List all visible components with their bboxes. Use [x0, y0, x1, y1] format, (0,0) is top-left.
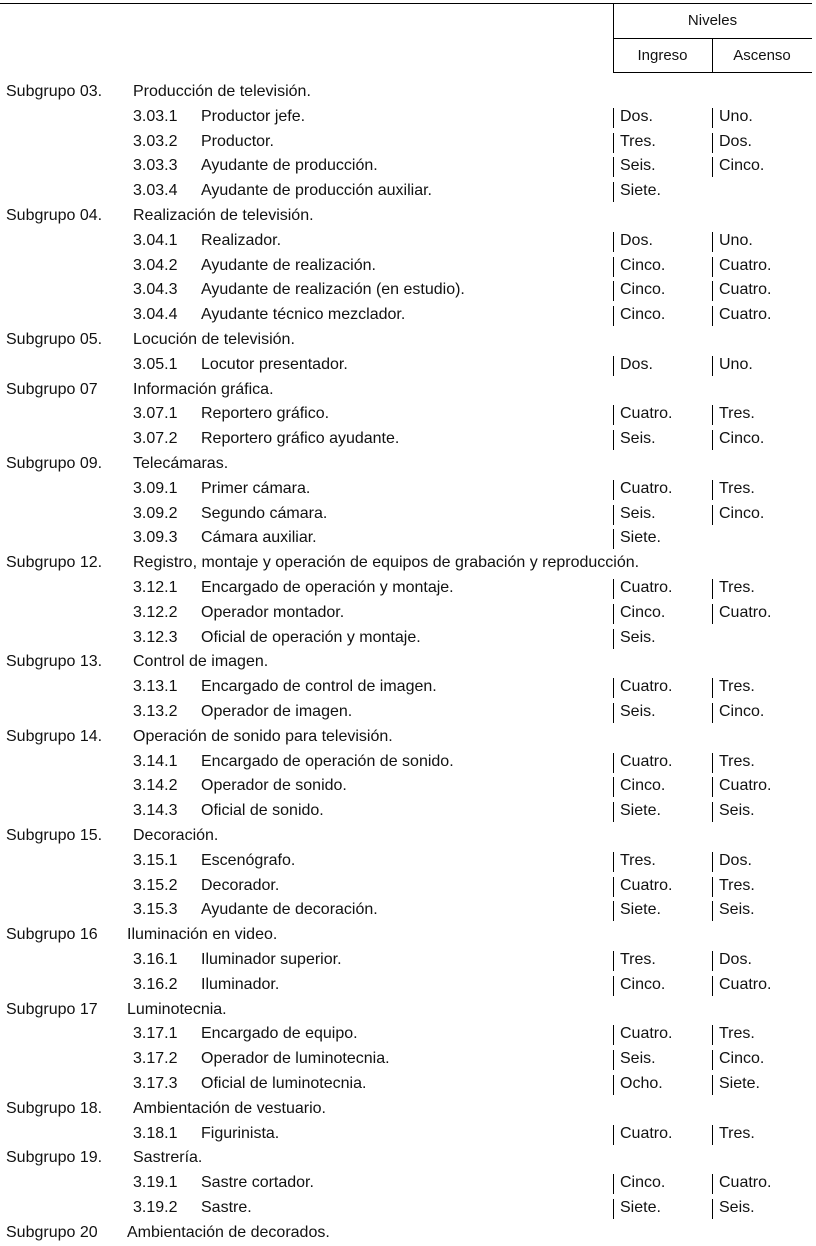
subgroup-label: Subgrupo 09. — [6, 455, 103, 472]
ingreso-column-rule — [613, 678, 614, 698]
ingreso-level: Ocho. — [620, 1075, 663, 1092]
ascenso-level: Seis. — [719, 1199, 755, 1216]
ingreso-column-rule — [613, 1075, 614, 1095]
subgroup-row — [0, 1146, 816, 1171]
ingreso-level: Siete. — [620, 901, 661, 919]
subgroup-label: Subgrupo 13. — [6, 653, 103, 671]
subgroup-label: Subgrupo 19. — [6, 1149, 103, 1167]
ingreso-column-rule — [613, 1050, 614, 1070]
ingreso-column-rule — [613, 1174, 614, 1194]
category-code: 3.04.2 — [133, 256, 178, 274]
ascenso-column-rule — [712, 579, 713, 599]
ingreso-level: Seis. — [620, 430, 656, 448]
ascenso-column-rule — [712, 901, 713, 921]
ingreso-column-rule — [613, 306, 614, 326]
ascenso-level: Tres. — [719, 479, 755, 497]
subgroup-title: Control de imagen. — [133, 653, 269, 671]
category-name: Iluminador. — [201, 975, 280, 993]
subgroup-title: Operación de sonido para televisión. — [133, 727, 393, 745]
ingreso-level: Cinco. — [620, 603, 666, 621]
category-row — [0, 526, 816, 551]
ingreso-column-rule — [613, 976, 614, 996]
category-code: 3.03.3 — [133, 157, 178, 175]
category-row — [0, 1022, 816, 1047]
category-name: Escenógrafo. — [201, 851, 296, 869]
ingreso-column-rule — [613, 753, 614, 773]
subgroup-row — [0, 824, 816, 849]
subgroup-row — [0, 1097, 816, 1122]
ascenso-column-rule — [712, 281, 713, 301]
subgroup-label: Subgrupo 20 — [6, 1223, 98, 1241]
category-row — [0, 1196, 816, 1221]
category-name: Oficial de luminotecnia. — [201, 1075, 367, 1092]
ingreso-level: Tres. — [620, 951, 656, 968]
category-name: Realizador. — [201, 231, 282, 249]
category-row — [0, 303, 816, 328]
category-code: 3.17.1 — [133, 1025, 178, 1043]
subgroup-label: Subgrupo 03. — [6, 83, 103, 100]
category-code: 3.03.4 — [133, 182, 178, 200]
category-code: 3.12.1 — [133, 579, 178, 596]
category-row — [0, 477, 816, 502]
niveles-header: Niveles — [687, 12, 738, 29]
ingreso-column-rule — [613, 777, 614, 797]
ingreso-level: Siete. — [620, 182, 661, 200]
subgroup-row — [0, 1221, 816, 1246]
category-row — [0, 626, 816, 651]
subgroup-title: Producción de televisión. — [133, 83, 311, 100]
category-row — [0, 576, 816, 601]
ingreso-column-rule — [613, 157, 614, 177]
ascenso-column-rule — [712, 480, 713, 500]
subgroup-title: Luminotecnia. — [127, 1000, 227, 1018]
subgroup-label: Subgrupo 12. — [6, 554, 103, 572]
ascenso-level: Uno. — [719, 355, 753, 373]
ingreso-column-rule — [613, 877, 614, 897]
ascenso-level: Uno. — [719, 107, 753, 125]
category-code: 3.03.1 — [133, 107, 178, 125]
ascenso-column-rule — [712, 157, 713, 177]
ingreso-level: Cinco. — [620, 306, 666, 324]
ascenso-column-rule — [712, 430, 713, 450]
subgroup-label: Subgrupo 05. — [6, 331, 103, 348]
ascenso-level: Cinco. — [719, 430, 765, 448]
subgroup-title: Sastrería. — [133, 1149, 203, 1167]
subgroup-title: Ambientación de vestuario. — [133, 1099, 326, 1117]
category-code: 3.09.2 — [133, 504, 178, 522]
subgroup-row — [0, 923, 816, 948]
category-row — [0, 278, 816, 303]
ingreso-level: Seis. — [620, 157, 656, 175]
ascenso-level: Uno. — [719, 231, 753, 249]
ingreso-column-rule — [613, 579, 614, 599]
category-row — [0, 1171, 816, 1196]
category-name: Primer cámara. — [201, 479, 311, 497]
ascenso-level: Dos. — [719, 951, 752, 968]
category-name: Productor. — [201, 132, 274, 150]
ingreso-column-rule — [613, 480, 614, 500]
category-name: Encargado de operación y montaje. — [201, 579, 454, 596]
category-name: Reportero gráfico ayudante. — [201, 430, 400, 448]
category-row — [0, 700, 816, 725]
ascenso-level: Cinco. — [719, 1050, 765, 1068]
ascenso-level: Seis. — [719, 802, 755, 820]
ascenso-level: Dos. — [719, 132, 752, 150]
category-name: Operador de sonido. — [201, 777, 347, 795]
ingreso-column-rule — [613, 505, 614, 525]
subgroup-row — [0, 551, 816, 576]
category-name: Operador de luminotecnia. — [201, 1050, 390, 1068]
subgroup-title: Decoración. — [133, 827, 219, 844]
ascenso-column-rule — [712, 133, 713, 153]
category-name: Segundo cámara. — [201, 504, 328, 522]
ingreso-level: Cuatro. — [620, 678, 673, 696]
category-row — [0, 402, 816, 427]
ingreso-column-rule — [613, 1025, 614, 1045]
ingreso-column-rule — [613, 133, 614, 153]
category-name: Operador de imagen. — [201, 703, 353, 720]
ingreso-level: Tres. — [620, 851, 656, 869]
category-code: 3.04.1 — [133, 231, 178, 249]
ascenso-column-rule — [712, 1199, 713, 1219]
ingreso-level: Cinco. — [620, 1174, 666, 1192]
ascenso-level: Cuatro. — [719, 603, 772, 621]
category-name: Ayudante de decoración. — [201, 901, 378, 919]
ascenso-level: Cuatro. — [719, 281, 772, 299]
ingreso-level: Cinco. — [620, 281, 666, 299]
ascenso-level: Seis. — [719, 901, 755, 919]
subgroup-title: Información gráfica. — [133, 380, 274, 398]
category-name: Ayudante de realización. — [201, 256, 376, 274]
category-row — [0, 948, 816, 973]
ingreso-level: Cuatro. — [620, 752, 673, 770]
ingreso-level: Cinco. — [620, 777, 666, 795]
category-name: Sastre cortador. — [201, 1174, 314, 1192]
category-code: 3.16.1 — [133, 951, 178, 968]
subgroup-title: Telecámaras. — [133, 455, 229, 472]
category-row — [0, 774, 816, 799]
category-name: Encargado de operación de sonido. — [201, 752, 454, 770]
subgroup-label: Subgrupo 18. — [6, 1099, 103, 1117]
category-name: Locutor presentador. — [201, 355, 348, 373]
ingreso-column-rule — [613, 232, 614, 252]
subgroup-row — [0, 378, 816, 403]
category-row — [0, 799, 816, 824]
ingreso-level: Seis. — [620, 1050, 656, 1068]
ascenso-column-rule — [712, 232, 713, 252]
ingreso-column-rule — [613, 529, 614, 549]
ingreso-column-rule — [613, 852, 614, 872]
category-code: 3.14.2 — [133, 777, 178, 795]
subgroup-title: Iluminación en video. — [127, 926, 278, 944]
category-row — [0, 675, 816, 700]
ascenso-level: Cinco. — [719, 504, 765, 522]
category-name: Ayudante técnico mezclador. — [201, 306, 406, 324]
subgroup-title: Realización de televisión. — [133, 207, 314, 224]
category-name: Productor jefe. — [201, 107, 306, 125]
ascenso-header: Ascenso — [733, 47, 791, 64]
category-code: 3.03.2 — [133, 132, 178, 150]
category-row — [0, 849, 816, 874]
ingreso-column-rule — [613, 281, 614, 301]
subgroup-row — [0, 80, 816, 105]
ascenso-level: Dos. — [719, 851, 752, 869]
ascenso-column-rule — [712, 852, 713, 872]
ascenso-column-rule — [712, 604, 713, 624]
ingreso-column-rule — [613, 257, 614, 277]
subgroup-row — [0, 328, 816, 353]
ascenso-column-rule — [712, 505, 713, 525]
subgroup-title: Registro, montaje y operación de equipos de grabación y reproducción. — [133, 554, 640, 572]
ingreso-level: Cuatro. — [620, 405, 673, 423]
category-row — [0, 427, 816, 452]
category-name: Decorador. — [201, 876, 280, 894]
subgroup-row — [0, 650, 816, 675]
category-row — [0, 973, 816, 998]
ingreso-level: Siete. — [620, 802, 661, 820]
category-code: 3.04.3 — [133, 281, 178, 299]
category-code: 3.17.3 — [133, 1075, 178, 1092]
category-name: Oficial de operación y montaje. — [201, 628, 421, 646]
category-row — [0, 353, 816, 378]
ascenso-column-rule — [712, 1075, 713, 1095]
ascenso-level: Tres. — [719, 579, 755, 596]
category-name: Cámara auxiliar. — [201, 529, 317, 547]
category-row — [0, 601, 816, 626]
category-code: 3.09.3 — [133, 529, 178, 547]
ingreso-column-rule — [613, 703, 614, 723]
category-code: 3.05.1 — [133, 355, 178, 373]
ascenso-level: Cuatro. — [719, 975, 772, 993]
subgroup-row — [0, 204, 816, 229]
category-name: Figurinista. — [201, 1124, 280, 1142]
category-name: Sastre. — [201, 1199, 252, 1216]
ascenso-level: Tres. — [719, 678, 755, 696]
ascenso-column-rule — [712, 802, 713, 822]
ingreso-level: Cuatro. — [620, 1124, 673, 1142]
subgroup-label: Subgrupo 17 — [6, 1000, 98, 1018]
category-code: 3.14.1 — [133, 752, 178, 770]
ingreso-level: Cinco. — [620, 975, 666, 993]
ingreso-header: Ingreso — [637, 47, 688, 64]
ingreso-column-rule — [613, 108, 614, 128]
ingreso-column-rule — [613, 405, 614, 425]
ingreso-column-rule — [613, 356, 614, 376]
ingreso-column-rule — [613, 1199, 614, 1219]
ascenso-column-rule — [712, 1125, 713, 1145]
category-code: 3.15.1 — [133, 851, 178, 869]
subgroup-label: Subgrupo 15. — [6, 827, 103, 844]
category-name: Reportero gráfico. — [201, 405, 330, 423]
category-code: 3.15.2 — [133, 876, 178, 894]
category-code: 3.04.4 — [133, 306, 178, 324]
category-row — [0, 1072, 816, 1097]
ascenso-column-rule — [712, 1025, 713, 1045]
category-code: 3.14.3 — [133, 802, 178, 820]
category-code: 3.19.2 — [133, 1199, 178, 1216]
category-code: 3.07.1 — [133, 405, 178, 423]
ingreso-level: Dos. — [620, 107, 653, 125]
ascenso-column-rule — [712, 356, 713, 376]
ingreso-column-rule — [613, 1125, 614, 1145]
ascenso-level: Cuatro. — [719, 1174, 772, 1192]
ascenso-column-rule — [712, 1050, 713, 1070]
ingreso-level: Seis. — [620, 628, 656, 646]
category-row — [0, 179, 816, 204]
ingreso-level: Seis. — [620, 504, 656, 522]
ingreso-level: Cuatro. — [620, 1025, 673, 1043]
category-row — [0, 254, 816, 279]
ascenso-level: Tres. — [719, 876, 755, 894]
ascenso-column-rule — [712, 877, 713, 897]
subgroup-label: Subgrupo 14. — [6, 727, 103, 745]
category-name: Encargado de equipo. — [201, 1025, 358, 1043]
category-name: Ayudante de realización (en estudio). — [201, 281, 465, 299]
category-code: 3.16.2 — [133, 975, 178, 993]
category-name: Iluminador superior. — [201, 951, 342, 968]
subgroup-row — [0, 725, 816, 750]
subgroup-label: Subgrupo 07 — [6, 380, 98, 398]
subgroup-label: Subgrupo 04. — [6, 207, 103, 224]
ascenso-level: Cuatro. — [719, 256, 772, 274]
category-row — [0, 1122, 816, 1147]
category-row — [0, 898, 816, 923]
ingreso-level: Siete. — [620, 1199, 661, 1216]
subgroup-row — [0, 452, 816, 477]
ingreso-column-rule — [613, 901, 614, 921]
category-code: 3.13.2 — [133, 703, 178, 720]
ascenso-level: Siete. — [719, 1075, 760, 1092]
ingreso-level: Seis. — [620, 703, 656, 720]
category-row — [0, 229, 816, 254]
category-row — [0, 154, 816, 179]
ingreso-level: Cinco. — [620, 256, 666, 274]
ascenso-column-rule — [712, 108, 713, 128]
ingreso-level: Cuatro. — [620, 479, 673, 497]
category-code: 3.19.1 — [133, 1174, 178, 1192]
category-row — [0, 130, 816, 155]
category-row — [0, 874, 816, 899]
category-row — [0, 1047, 816, 1072]
ascenso-column-rule — [712, 703, 713, 723]
ascenso-level: Tres. — [719, 405, 755, 423]
category-code: 3.07.2 — [133, 430, 178, 448]
category-name: Ayudante de producción auxiliar. — [201, 182, 432, 200]
category-row — [0, 502, 816, 527]
ingreso-column-rule — [613, 802, 614, 822]
category-code: 3.09.1 — [133, 479, 178, 497]
category-code: 3.12.2 — [133, 603, 178, 621]
ingreso-column-rule — [613, 604, 614, 624]
ingreso-column-rule — [613, 430, 614, 450]
ingreso-level: Tres. — [620, 132, 656, 150]
ascenso-level: Tres. — [719, 752, 755, 770]
ascenso-level: Cinco. — [719, 157, 765, 175]
ascenso-column-rule — [712, 976, 713, 996]
ingreso-level: Dos. — [620, 231, 653, 249]
ascenso-column-rule — [712, 678, 713, 698]
category-name: Ayudante de producción. — [201, 157, 378, 175]
ascenso-column-rule — [712, 405, 713, 425]
category-name: Oficial de sonido. — [201, 802, 324, 820]
subgroup-row — [0, 998, 816, 1023]
category-row — [0, 750, 816, 775]
ingreso-column-rule — [613, 629, 614, 649]
ascenso-column-rule — [712, 1174, 713, 1194]
category-code: 3.15.3 — [133, 901, 178, 919]
ingreso-level: Cuatro. — [620, 876, 673, 894]
category-name: Operador montador. — [201, 603, 345, 621]
ascenso-column-rule — [712, 753, 713, 773]
ascenso-level: Tres. — [719, 1025, 755, 1043]
ingreso-column-rule — [613, 951, 614, 971]
subgroup-title: Locución de televisión. — [133, 331, 295, 348]
ingreso-column-rule — [613, 182, 614, 202]
subgroup-label: Subgrupo 16 — [6, 926, 98, 944]
category-code: 3.13.1 — [133, 678, 178, 696]
subgroup-title: Ambientación de decorados. — [127, 1223, 330, 1241]
ingreso-level: Siete. — [620, 529, 661, 547]
ascenso-level: Tres. — [719, 1124, 755, 1142]
ascenso-column-rule — [712, 951, 713, 971]
ingreso-level: Dos. — [620, 355, 653, 373]
ascenso-column-rule — [712, 306, 713, 326]
ascenso-level: Cuatro. — [719, 306, 772, 324]
category-code: 3.18.1 — [133, 1124, 178, 1142]
ingreso-level: Cuatro. — [620, 579, 673, 596]
category-row — [0, 105, 816, 130]
ascenso-level: Cinco. — [719, 703, 765, 720]
ascenso-level: Cuatro. — [719, 777, 772, 795]
category-code: 3.12.3 — [133, 628, 178, 646]
ascenso-column-rule — [712, 777, 713, 797]
category-name: Encargado de control de imagen. — [201, 678, 437, 696]
category-code: 3.17.2 — [133, 1050, 178, 1068]
ascenso-column-rule — [712, 257, 713, 277]
